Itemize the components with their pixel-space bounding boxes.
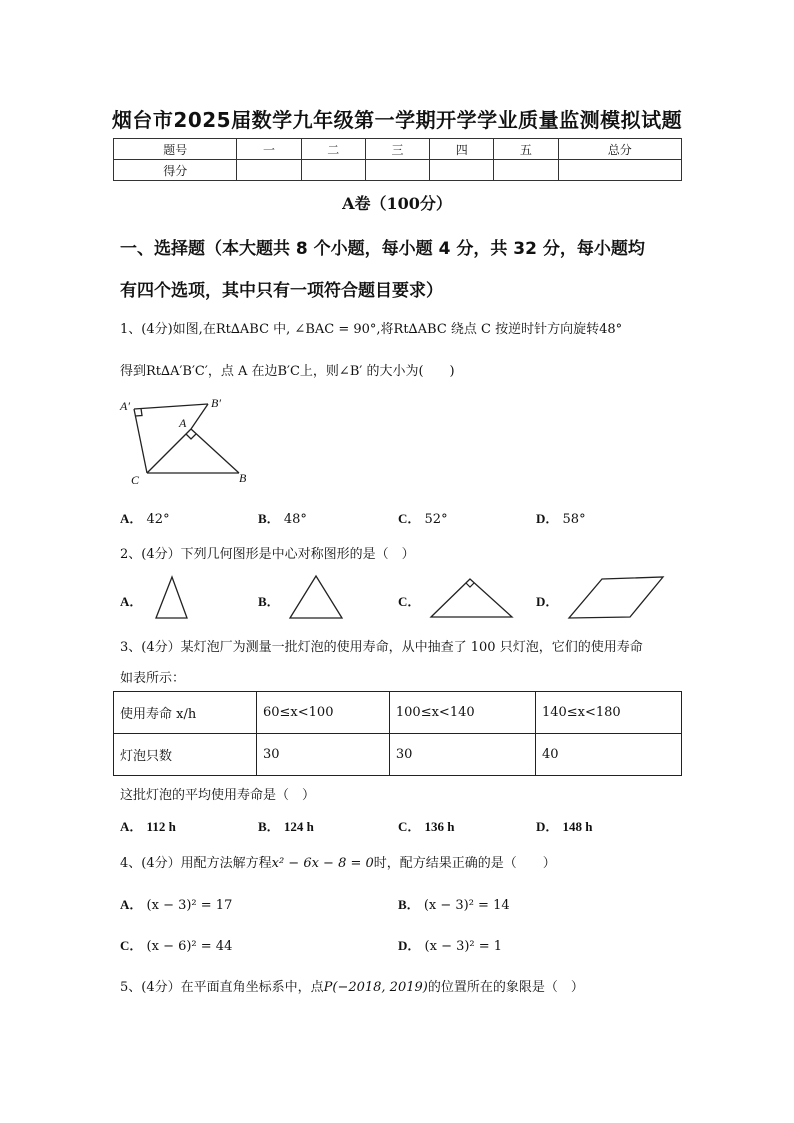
- q4-option-d[interactable]: [398, 935, 502, 954]
- table-row: [114, 692, 682, 734]
- option-key: B．: [398, 897, 420, 912]
- q2-option-d-shape: [564, 574, 668, 620]
- part1-heading-line2: 有四个选项，其中只有一项符合题目要求）: [120, 281, 443, 301]
- q2-text: 2、(4分）下列几何图形是中心对称图形的是（ ）: [120, 547, 415, 562]
- q1-option-b[interactable]: [258, 508, 307, 527]
- q1-triangle-figure: [112, 394, 262, 489]
- score-cell: [301, 160, 365, 181]
- table-cell: 30: [257, 734, 390, 776]
- option-key: A．: [120, 594, 143, 609]
- q1-text-line1: 1、(4分)如图,在Rt∆ABC 中, ∠BAC = 90°,将Rt∆ABC 绕点 C 按逆时针方向旋转48°: [120, 322, 623, 337]
- label-a-prime: A′: [120, 399, 130, 413]
- table-row: [114, 734, 682, 776]
- score-header-cell: 四: [430, 139, 494, 160]
- score-cell: [494, 160, 558, 181]
- q2-option-d[interactable]: [536, 591, 558, 610]
- table-cell: 140≤x<180: [535, 692, 681, 734]
- q3-option-d[interactable]: [536, 816, 593, 835]
- q4-option-c[interactable]: [120, 935, 232, 954]
- q1-option-c[interactable]: [398, 508, 448, 527]
- q1-option-d[interactable]: [536, 508, 586, 527]
- option-key: D．: [536, 819, 559, 834]
- option-key: C．: [120, 938, 143, 953]
- option-text: 148 h: [562, 819, 593, 834]
- table-cell: 使用寿命 x/h: [114, 692, 257, 734]
- score-header-cell: 二: [301, 139, 365, 160]
- score-cell: [365, 160, 429, 181]
- q1-option-a[interactable]: [120, 508, 170, 527]
- option-key: B．: [258, 511, 280, 526]
- q5-suffix: 的位置所在的象限是（ ）: [427, 980, 584, 995]
- option-text: (x − 6)² = 44: [146, 939, 233, 954]
- option-key: D．: [536, 511, 559, 526]
- q3-option-b[interactable]: [258, 816, 314, 835]
- option-key: A．: [120, 897, 143, 912]
- score-header-cell: 一: [237, 139, 301, 160]
- q4-option-a[interactable]: [120, 894, 232, 913]
- score-table-header-row: [114, 139, 682, 160]
- table-cell: 30: [389, 734, 535, 776]
- q2-option-b[interactable]: [258, 591, 280, 610]
- q5-point: P(−2018, 2019): [323, 980, 428, 995]
- option-text: 124 h: [283, 819, 314, 834]
- q2-option-b-shape: [286, 573, 346, 621]
- page-title: 烟台市2025届数学九年级第一学期开学学业质量监测模拟试题: [111, 108, 683, 132]
- q4-text: [120, 852, 556, 871]
- option-text: 58°: [562, 512, 586, 527]
- q5-prefix: 5、(4分）在平面直角坐标系中，点: [120, 980, 324, 995]
- option-text: 42°: [146, 512, 170, 527]
- score-cell: [430, 160, 494, 181]
- label-c: C: [131, 473, 140, 487]
- score-header-cell: 三: [365, 139, 429, 160]
- q3-option-a[interactable]: [120, 816, 176, 835]
- option-key: A．: [120, 511, 143, 526]
- option-text: 52°: [424, 512, 448, 527]
- q3-text-line1: 3、(4分）某灯泡厂为测量一批灯泡的使用寿命，从中抽查了 100 只灯泡，它们的使用寿命: [120, 640, 643, 655]
- label-b-prime: B′: [211, 396, 221, 410]
- option-text: (x − 3)² = 17: [146, 898, 233, 913]
- option-text: (x − 3)² = 1: [424, 939, 503, 954]
- q2-option-c-shape: [428, 574, 516, 620]
- score-row-label: 得分: [114, 160, 237, 181]
- lifespan-table: [113, 691, 682, 776]
- option-key: C．: [398, 819, 421, 834]
- score-header-cell: 五: [494, 139, 558, 160]
- option-key: A．: [120, 819, 143, 834]
- q2-option-c[interactable]: [398, 591, 420, 610]
- q4-equation: x² − 6x − 8 = 0: [271, 856, 374, 871]
- option-key: D．: [398, 938, 421, 953]
- option-key: C．: [398, 511, 421, 526]
- table-cell: 60≤x<100: [257, 692, 390, 734]
- q4-suffix: 时，配方结果正确的是（ ）: [373, 856, 556, 871]
- q4-option-b[interactable]: [398, 894, 510, 913]
- score-cell: [558, 160, 681, 181]
- score-cell: [237, 160, 301, 181]
- score-header-cell: 题号: [114, 139, 237, 160]
- q2-option-a[interactable]: [120, 591, 142, 610]
- option-text: 136 h: [424, 819, 455, 834]
- q2-option-a-shape: [150, 574, 195, 622]
- option-text: 112 h: [146, 819, 176, 834]
- option-text: (x − 3)² = 14: [423, 898, 510, 913]
- q1-text-line2: 得到Rt∆A′B′C′，点 A 在边B′C上，则∠B′ 的大小为( ): [120, 364, 455, 379]
- score-header-cell: 总分: [558, 139, 681, 160]
- q3-option-c[interactable]: [398, 816, 455, 835]
- q5-text: [120, 976, 584, 995]
- option-key: C．: [398, 594, 421, 609]
- label-a: A: [179, 416, 187, 430]
- option-key: B．: [258, 594, 280, 609]
- table-cell: 40: [535, 734, 681, 776]
- table-cell: 100≤x<140: [389, 692, 535, 734]
- label-b: B: [239, 471, 247, 485]
- option-text: 48°: [283, 512, 307, 527]
- part1-heading-line1: 一、选择题（本大题共 8 个小题，每小题 4 分，共 32 分，每小题均: [120, 239, 645, 259]
- score-table: [113, 138, 682, 181]
- option-key: D．: [536, 594, 559, 609]
- section-a-heading: A卷（100分）: [342, 194, 452, 213]
- score-table-score-row: [114, 160, 682, 181]
- q3-after-text: 这批灯泡的平均使用寿命是（ ）: [120, 788, 316, 803]
- option-key: B．: [258, 819, 280, 834]
- q3-text-line2: 如表所示：: [120, 671, 186, 686]
- table-cell: 灯泡只数: [114, 734, 257, 776]
- q4-prefix: 4、(4分）用配方法解方程: [120, 856, 272, 871]
